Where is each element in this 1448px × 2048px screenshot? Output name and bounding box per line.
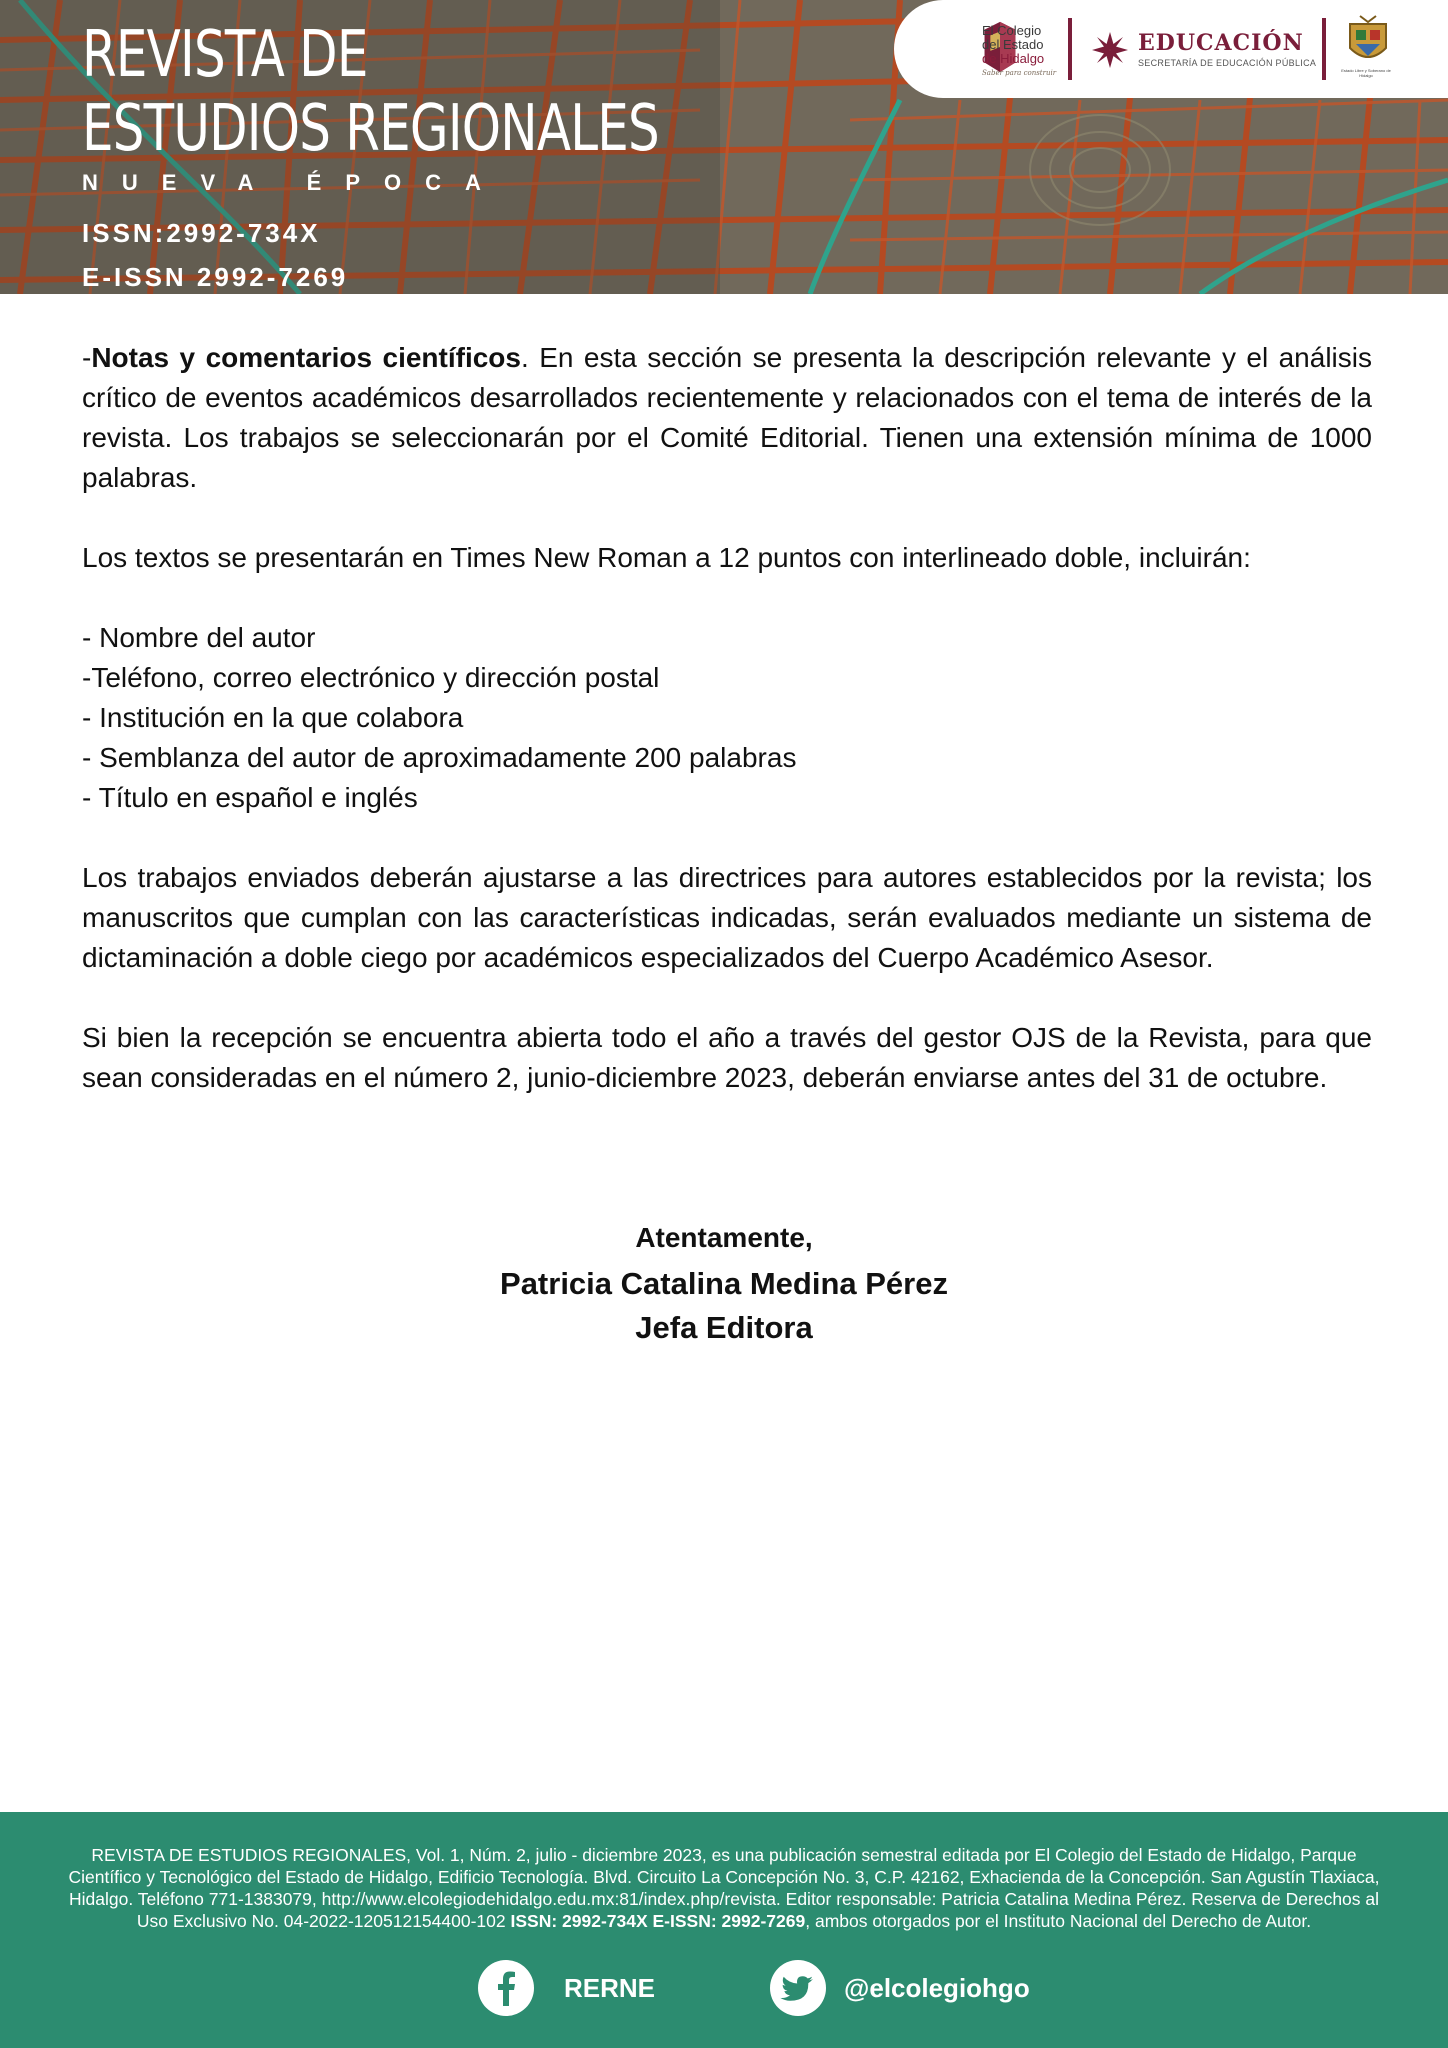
signatory-role: Jefa Editora [635, 1310, 813, 1345]
closing-greeting: Atentamente, [635, 1222, 813, 1253]
educacion-flower-icon [1090, 30, 1130, 70]
colegio-line3: de Hidalgo [982, 51, 1045, 66]
e-issn: E-ISSN 2992-7269 [82, 262, 349, 292]
issn: ISSN:2992-734X [82, 218, 321, 248]
list-item: - Nombre del autor [82, 622, 316, 653]
header-banner [0, 0, 1448, 294]
list-item: -Teléfono, correo electrónico y dirección postal [82, 662, 660, 693]
requirements-list [82, 618, 1372, 818]
twitter-label[interactable]: @elcolegiohgo [844, 1972, 1030, 2003]
escudo-hidalgo-icon [1342, 14, 1394, 68]
list-item: - Semblanza del autor de aproximadamente 200 palabras [82, 742, 797, 773]
format-paragraph: Los textos se presentarán en Times New Roman a 12 puntos con interlineado doble, incluirán: [82, 542, 1251, 573]
journal-subtitle: NUEVA ÉPOCA [82, 170, 505, 195]
colegio-line1: El Colegio [982, 23, 1042, 38]
logo-divider [1322, 18, 1326, 80]
list-item: - Institución en la que colabora [82, 702, 464, 733]
educacion-subtitle: SECRETARÍA DE EDUCACIÓN PÚBLICA [1138, 58, 1317, 68]
deadline-paragraph: Si bien la recepción se encuentra abierta todo el año a través del gestor OJS de la Revista, para que sean consideradas en el número 2, junio-diciembre 2023, deberán enviarse antes del 31 de octubre. [82, 1022, 1372, 1093]
journal-title-line1: REVISTA DE [82, 18, 368, 92]
twitter-link[interactable] [770, 1960, 1030, 2016]
list-item: - Título en español e inglés [82, 782, 418, 813]
logo-divider [1068, 18, 1072, 80]
notas-heading: Notas y comentarios científicos [91, 342, 521, 373]
evaluation-paragraph: Los trabajos enviados deberán ajustarse a las directrices para autores establecidos por la revista; los manuscritos que cumplan con las características indicadas, serán evaluados mediante un sistema de dictaminación a doble ciego por académicos especializados del Cuerpo Académico Asesor. [82, 862, 1372, 973]
facebook-icon[interactable] [478, 1960, 534, 2016]
colegio-line2: del Estado [982, 37, 1044, 52]
institution-logos [894, 0, 1448, 98]
footer [0, 1812, 1448, 2048]
announcement-body [82, 338, 1372, 1098]
facebook-label[interactable]: RERNE [564, 1972, 656, 2003]
colegio-wordmark [982, 24, 1056, 80]
journal-title-line2: ESTUDIOS REGIONALES [82, 92, 659, 166]
twitter-icon[interactable] [770, 1960, 826, 2016]
facebook-link[interactable] [478, 1960, 655, 2016]
legal-notice-main: REVISTA DE ESTUDIOS REGIONALES, Vol. 1, Núm. 2, julio - diciembre 2023, es una publicación semestral editada por El Colegio del Estado de Hidalgo, Parque Científico y Tecnológico del Estado de Hidalgo, Edificio Tecnología. Blvd. Circuito La Concepción No. 3, C.P. 42162, Exhacienda de la Concepción. San Agustín Tlaxiaca, Hidalgo. Teléfono 771-1383079, http://www.elcolegiodehidalgo.edu.mx:81/index.php/revista. Editor responsable: Patricia Catalina Medina Pérez. Reserva de Derechos al Uso Exclusivo No. 04-2022-120512154400-102 [68, 1845, 1380, 1931]
signatory-name: Patricia Catalina Medina Pérez [500, 1266, 948, 1301]
legal-notice-issn: ISSN: 2992-734X E-ISSN: 2992-7269 [510, 1911, 806, 1931]
journal-title [82, 18, 659, 166]
colegio-motto: Saber para construir [982, 69, 1057, 77]
escudo-caption: Estado Libre y Soberano de Hidalgo [1341, 68, 1391, 78]
notas-description: . En esta sección se presenta la descripción relevante y el análisis crítico de eventos académicos desarrollados recientemente y relacionados con el tema de interés de la revista. Los trabajos se seleccionarán por el Comité Editorial. Tienen una extensión mínima de 1000 palabras. [82, 342, 1372, 493]
legal-notice [54, 1844, 1394, 1932]
notas-paragraph [82, 338, 1372, 498]
notas-prefix: - [82, 342, 92, 373]
educacion-title: EDUCACIÓN [1138, 30, 1304, 56]
legal-notice-end: , ambos otorgados por el Instituto Nacional del Derecho de Autor. [805, 1911, 1312, 1931]
